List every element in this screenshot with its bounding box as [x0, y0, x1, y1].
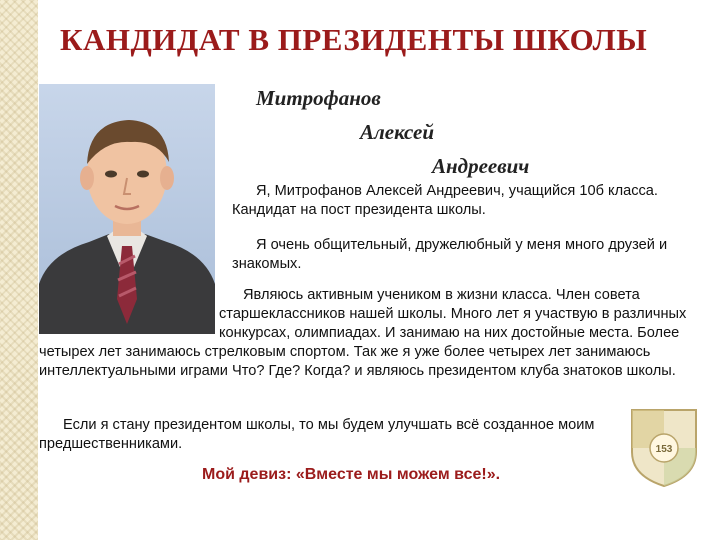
motto: Мой девиз: «Вместе мы можем все!».	[202, 466, 501, 483]
candidate-patronymic: Андреевич	[432, 154, 530, 178]
decorative-side-strip	[0, 0, 38, 540]
candidate-first-name: Алексей	[360, 120, 434, 144]
photo-text-wrap-spacer	[39, 286, 219, 339]
school-crest-icon	[624, 404, 704, 488]
candidate-last-name: Митрофанов	[256, 86, 381, 110]
activities-paragraph-block	[39, 286, 705, 381]
page-title: КАНДИДАТ В ПРЕЗИДЕНТЫ ШКОЛЫ	[60, 22, 648, 57]
promise-paragraph: Если я стану президентом школы, то мы будем улучшать всё созданное моим предшественниками.	[39, 417, 595, 452]
activities-paragraph: Являюсь активным учеником в жизни класса. Член совета старшеклассников нашей школы. Много лет я участвую в различных конкурсах, олимпиадах. И занимаю на них достойные места. Более четырех лет занимаюсь стрелковым спортом. Так же я уже более четырех лет занимаюсь интеллектуальными играми Что? Где? Когда? и являюсь президентом клуба знатоков школы.	[39, 287, 687, 379]
crest-number: 153	[655, 444, 673, 455]
intro-paragraph: Я, Митрофанов Алексей Андреевич, учащийся 10б класса. Кандидат на пост президента школы.	[232, 183, 658, 218]
personality-paragraph: Я очень общительный, дружелюбный у меня много друзей и знакомых.	[232, 237, 668, 272]
